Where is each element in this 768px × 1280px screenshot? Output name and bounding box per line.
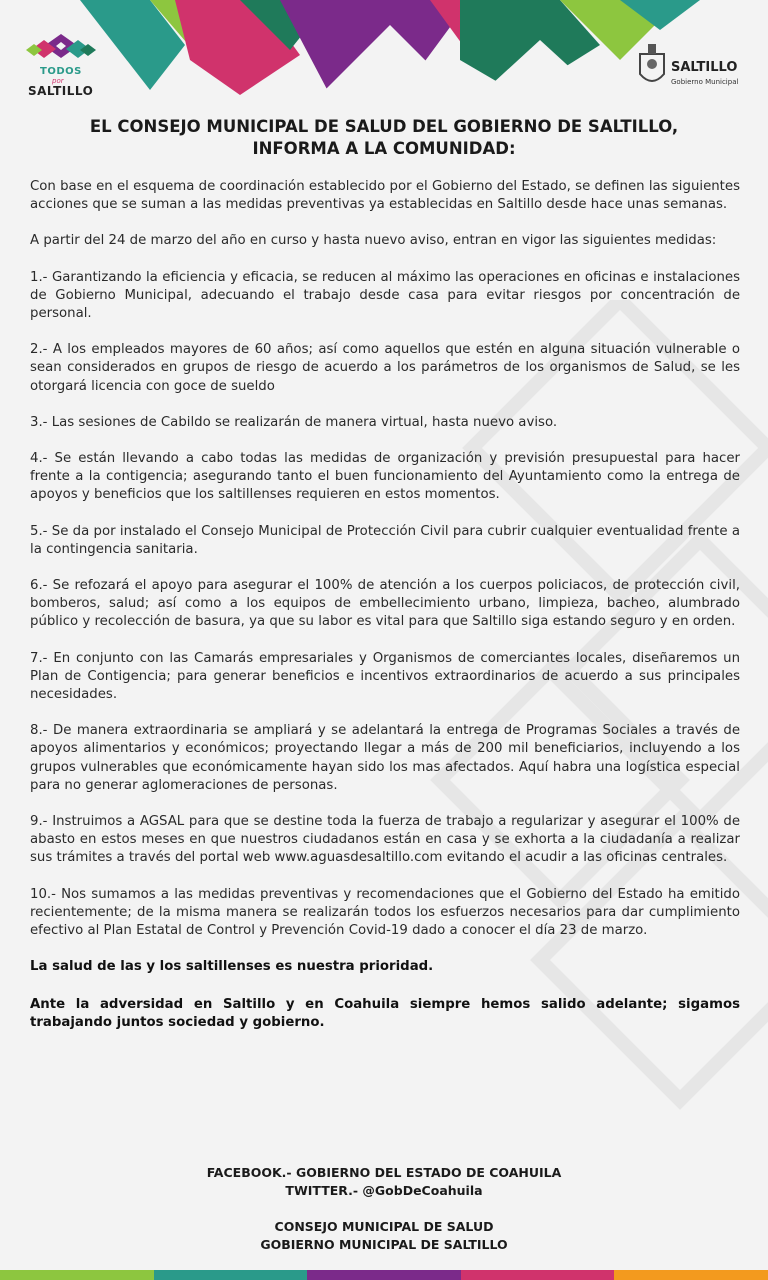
logo-text-saltillo-right: SALTILLO (671, 60, 738, 75)
effective-date-paragraph: A partir del 24 de marzo del año en curso y hasta nuevo aviso, entran en vigor las siguientes medidas: (30, 233, 717, 249)
gobierno-municipal-logo (636, 44, 746, 96)
measure-5: 5.- Se da por instalado el Consejo Municipal de Protección Civil para cubrir cualquier eventualidad frente a la contingencia sanitaria. (30, 523, 740, 557)
measure-10: 10.- Nos sumamos a las medidas preventivas y recomendaciones que el Gobierno del Estado ha emitido recientemente; de la misma manera se realizarán todos los esfuerzos necesarios para dar cumplimiento efectivo al Plan Estatal de Control y Prevención Covid-19 dado a conocer el día 23 de marzo. (30, 886, 740, 939)
measure-9: 9.- Instruimos a AGSAL para que se destine toda la fuerza de trabajo a regularizar y asegurar el 100% de abasto en estos meses en que nuestros ciudadanos están en casa y se exhorta a la ciudadanía a realizar sus trámites a través del portal web www.aguasdesaltillo.com evitando el acudir a las oficinas centrales. (30, 814, 740, 866)
logo-text-por: por (52, 77, 64, 85)
bar-segment-magenta (461, 1270, 615, 1280)
footer-facebook: FACEBOOK.- GOBIERNO DEL ESTADO DE COAHUILA (206, 1165, 562, 1180)
intro-paragraph: Con base en el esquema de coordinación establecido por el Gobierno del Estado, se definen las siguientes acciones que se suman a las medidas preventivas ya establecidas en Saltillo desde hace unas semanas. (30, 179, 740, 213)
diamond-emblem-icon (26, 34, 96, 66)
footer (0, 1164, 768, 1254)
bar-segment-purple (307, 1270, 461, 1280)
title-line-1: EL CONSEJO MUNICIPAL DE SALUD DEL GOBIERNO DE SALTILLO, (89, 117, 679, 136)
measure-7: 7.- En conjunto con las Camarás empresariales y Organismos de comerciantes locales, diseñaremos un Plan de Contigencia; para generar beneficios e incentivos extraordinarios de acuerdo a sus principales necesidades. (30, 650, 740, 703)
logo-text-gobierno-municipal: Gobierno Municipal (671, 78, 739, 86)
coat-of-arms-icon (636, 44, 668, 94)
page-title (30, 116, 738, 160)
measure-6: 6.- Se refozará el apoyo para asegurar el 100% de atención a los cuerpos policiacos, de protección civil, bomberos, salud; así como a los equipos de embellecimiento urbano, limpieza, bacheo, alumbrado público y recolección de basura, ya que su labor es vital para que Saltillo siga estando seguro y en orden. (30, 578, 740, 630)
measure-3: 3.- Las sesiones de Cabildo se realizarán de manera virtual, hasta nuevo aviso. (30, 414, 558, 430)
todos-por-saltillo-logo (24, 34, 104, 98)
title-line-2: INFORMA A LA COMUNIDAD: (252, 139, 516, 158)
bottom-color-bar (0, 1270, 768, 1280)
footer-twitter: TWITTER.- @GobDeCoahuila (285, 1183, 483, 1198)
measure-4: 4.- Se están llevando a cabo todas las medidas de organización y previsión presupuestal para hacer frente a la contigencia; asegurando tanto el buen funcionamiento del Ayuntamiento como la entrega de apoyos y beneficios que los saltillenses requieren en estos momentos. (30, 451, 740, 503)
bar-segment-teal (154, 1270, 308, 1280)
logo-text-saltillo: SALTILLO (28, 84, 94, 98)
footer-org-2: GOBIERNO MUNICIPAL DE SALTILLO (260, 1237, 508, 1252)
measure-8: 8.- De manera extraordinaria se ampliará y se adelantará la entrega de Programas Sociales a través de apoyos alimentarios y económicos; proyectando llegar a más de 200 mil beneficiarios, incluyendo a los grupos vulnerables que económicamente hayan sido los mas afectados. Aquí habra una logística especial para no generar aglomeraciones de personas. (30, 723, 740, 793)
measure-1: 1.- Garantizando la eficiencia y eficacia, se reducen al máximo las operaciones en oficinas e instalaciones de Gobierno Municipal, adecuando el trabajo desde casa para evitar riesgos por concentración de personal. (30, 269, 740, 322)
measure-2: 2.- A los empleados mayores de 60 años; así como aquellos que estén en alguna situación vulnerable o sean considerados en grupos de riesgo de acuerdo a los parámetros de los organismos de Salud, se les otorgará licencia con goce de sueldo (30, 342, 740, 394)
logo-text-todos: TODOS (40, 66, 82, 77)
footer-spacer (0, 1200, 768, 1218)
closing-statement-2: Ante la adversidad en Saltillo y en Coahuila siempre hemos salido adelante; sigamos trabajando juntos sociedad y gobierno. (30, 996, 740, 1030)
bar-segment-orange (614, 1270, 768, 1280)
closing-statement-1: La salud de las y los saltillenses es nuestra prioridad. (30, 959, 434, 975)
bar-segment-lime (0, 1270, 154, 1280)
footer-org-1: CONSEJO MUNICIPAL DE SALUD (274, 1219, 494, 1234)
document-body (30, 178, 740, 1051)
